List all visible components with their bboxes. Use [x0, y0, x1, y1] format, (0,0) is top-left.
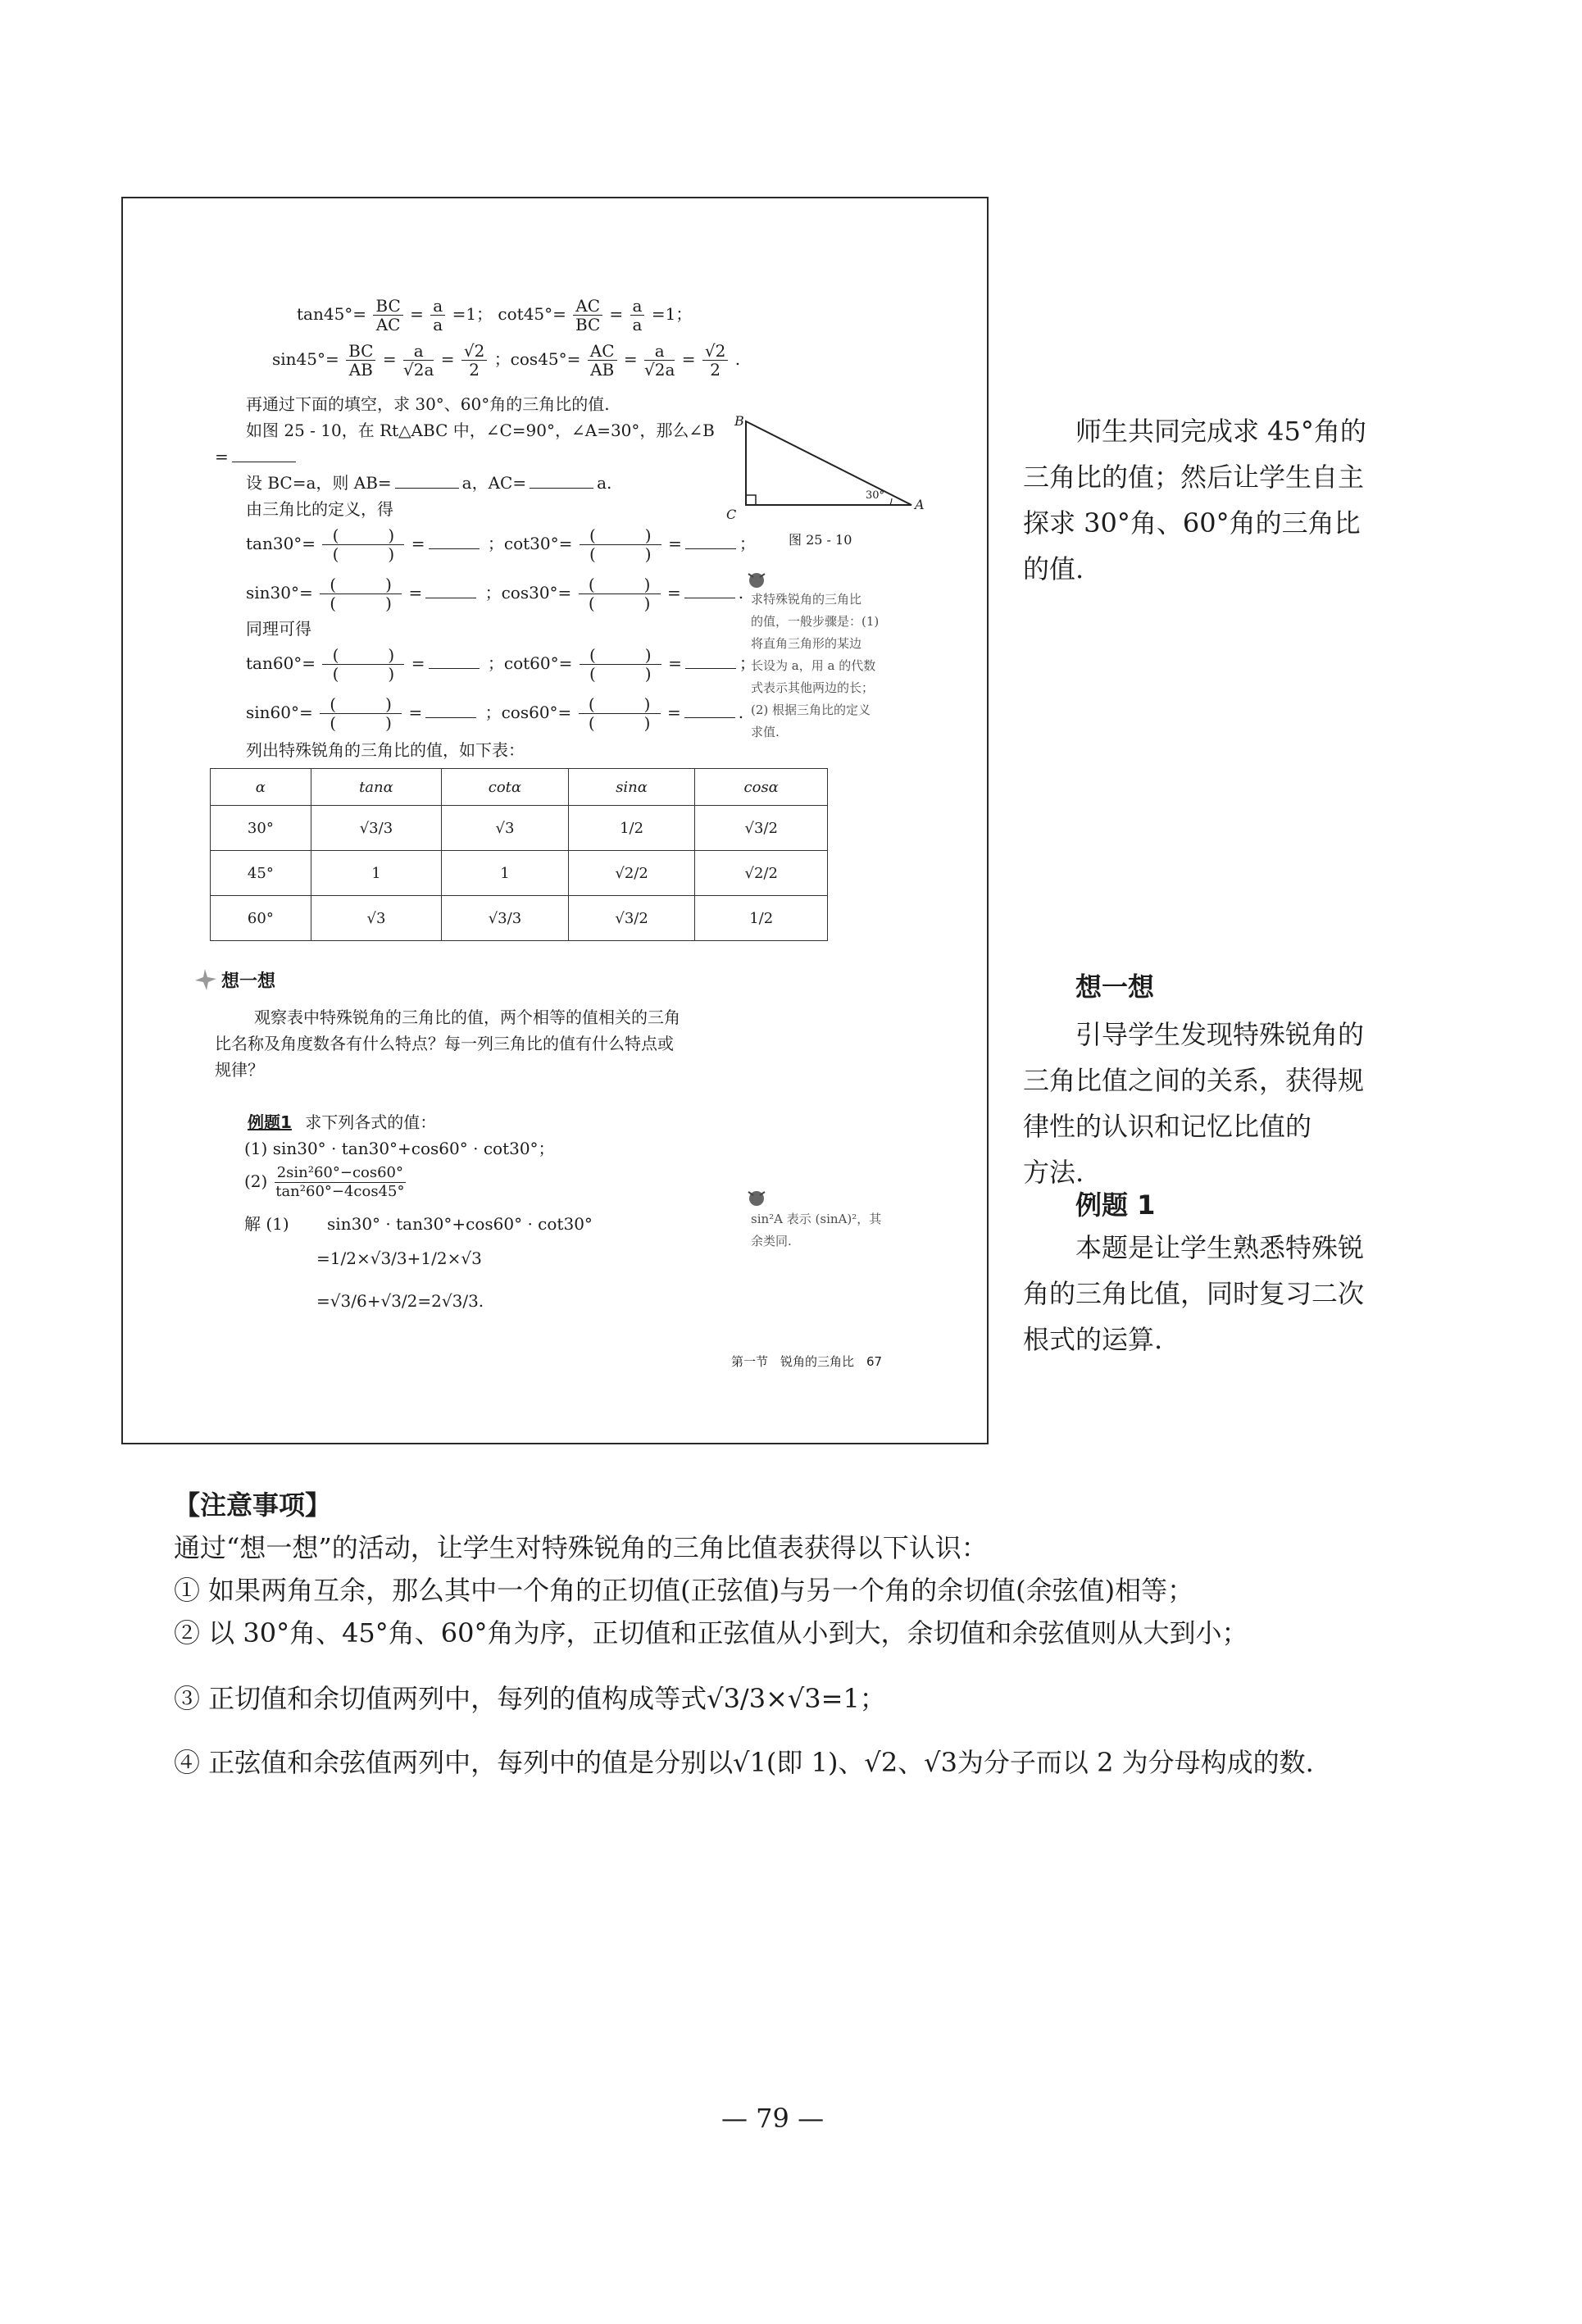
teacher-note-block-1: 师生共同完成求 45°角的 三角比的值；然后让学生自主 探求 30°角、60°角的三角比 的值.	[1023, 416, 1366, 584]
notes-intro: 通过“想一想”的活动，让学生对特殊锐角的三角比值表获得以下认识：	[174, 1532, 988, 1563]
table-header: cotα	[442, 769, 569, 806]
inner-page-footer: 第一节 锐角的三角比 67	[731, 1354, 883, 1369]
notes-item: ④ 正弦值和余弦值两列中，每列中的值是分别以√1(即 1)、√2、√3为分子而以 2 为分母构成的数.	[174, 1747, 1314, 1778]
table-cell: √3	[311, 896, 441, 941]
table-cell: 1	[311, 851, 441, 896]
table-cell: √2/2	[568, 851, 695, 896]
intro-line: 再通过下面的填空，求 30°、60°角的三角比的值.	[246, 394, 610, 414]
table-header: cosα	[695, 769, 828, 806]
margin-note-steps: 求特殊锐角的三角比 的值，一般步骤是：(1) 将直角三角形的某边 长设为 a，用 a 的代数 式表示其他两边的长； (2) 根据三角比的定义 求值.	[751, 592, 880, 739]
example-heading: 例题1 求下列各式的值：	[248, 1112, 437, 1132]
textbook-page-scan	[121, 197, 989, 1444]
think-text-line: 观察表中特殊锐角的三角比的值，两个相等的值相关的三角	[254, 1007, 680, 1027]
vertex-label-b: B	[734, 413, 744, 429]
table-cell: √3/2	[695, 806, 828, 851]
similarly-line: 同理可得	[246, 619, 311, 639]
set-variable-line: 设 BC=a，则 AB= a，AC= a.	[246, 473, 612, 493]
solution-line-1: 解 (1) sin30° · tan30°+cos60° · cot30°	[244, 1214, 593, 1234]
table-row	[211, 851, 828, 896]
vertex-label-c: C	[726, 507, 737, 522]
table-intro: 列出特殊锐角的三角比的值，如下表：	[246, 740, 525, 760]
notes-heading: 【注意事项】	[174, 1489, 332, 1521]
figure-reference-end: =	[215, 446, 299, 467]
think-text-line: 比名称及角度数各有什么特点？每一列三角比的值有什么特点或	[215, 1034, 674, 1053]
fill-tan30-cot30: tan30°= $\frac{( )}{( )}$ = ；cot30°= $\frac{( )}{( )}$ = ；	[246, 525, 756, 564]
teacher-note-block-2: 引导学生发现特殊锐角的 三角比值之间的关系，获得规 律性的认识和记忆比值的 方法.	[1023, 1019, 1365, 1188]
solution-line-2: =1/2×√3/3+1/2×√3	[316, 1248, 482, 1268]
table-header-row	[211, 769, 828, 806]
angle-label: 30°	[866, 489, 885, 502]
fill-sin30-cos30: sin30°= $\frac{( )}{( )}$ = ；cos30°= $\frac{( )}{( )}$ = .	[246, 575, 744, 613]
table-cell: 60°	[211, 896, 311, 941]
table-cell: √3/2	[568, 896, 695, 941]
table-row	[211, 896, 828, 941]
table-cell: 45°	[211, 851, 311, 896]
mascot-note-icon	[746, 569, 767, 590]
right-triangle-figure	[730, 413, 934, 520]
example-item-1: (1) sin30° · tan30°+cos60° · cot30°；	[244, 1139, 555, 1158]
example-item-2: (2) $\frac{\text{2sin²60°−cos60°}}{\text{tan²60°−4cos45°}}$	[244, 1164, 405, 1200]
table-header: tanα	[311, 769, 441, 806]
teacher-note-example-heading: 例题 1	[1075, 1189, 1156, 1221]
table-cell: √3	[442, 806, 569, 851]
table-cell: 1	[442, 851, 569, 896]
fill-tan60-cot60: tan60°= $\frac{( )}{( )}$ = ；cot60°= $\frac{( )}{( )}$ = ；	[246, 645, 756, 684]
figure-caption: 图 25 - 10	[789, 532, 852, 548]
formula-sin-cos-45: sin45°= $\frac{BC}{AB}$ = $\frac{a}{√2a}$ = $\frac{√2}{2}$ ；cos45°= $\frac{AC}{AB}$ = $\frac{a}{√2a}$ = $\frac{√2}{2}$ .	[272, 341, 741, 380]
table-cell: √2/2	[695, 851, 828, 896]
notes-item: ③ 正切值和余切值两列中，每列的值构成等式√3/3×√3=1；	[174, 1683, 886, 1714]
solution-line-3: =√3/6+√3/2=2√3/3.	[316, 1291, 484, 1311]
page-number: — 79 —	[721, 2103, 825, 2134]
table-header: α	[211, 769, 311, 806]
figure-reference-line: 如图 25 - 10，在 Rt△ABC 中，∠C=90°，∠A=30°，那么∠B	[246, 421, 715, 440]
special-angle-ratio-table	[210, 768, 828, 941]
fill-sin60-cos60: sin60°= $\frac{( )}{( )}$ = ；cos60°= $\frac{( )}{( )}$ = .	[246, 694, 744, 733]
table-row	[211, 806, 828, 851]
margin-note-sin-squared: sin²A 表示 (sinA)²，其 余类同.	[751, 1212, 882, 1248]
vertex-label-a: A	[915, 497, 925, 512]
think-title: 想一想	[221, 971, 276, 992]
notes-item: ① 如果两角互余，那么其中一个角的正切值(正弦值)与另一个角的余切值(余弦值)相等；	[174, 1575, 1194, 1606]
mascot-note-icon	[746, 1187, 767, 1208]
table-cell: 1/2	[695, 896, 828, 941]
table-cell: √3/3	[442, 896, 569, 941]
notes-item: ② 以 30°角、45°角、60°角为序，正切值和正弦值从小到大，余切值和余弦值则从大到小；	[174, 1617, 1248, 1649]
table-cell: √3/3	[311, 806, 441, 851]
teacher-note-block-3: 本题是让学生熟悉特殊锐 角的三角比值，同时复习二次 根式的运算.	[1023, 1232, 1365, 1355]
think-sparkle-icon	[192, 967, 220, 992]
think-text-line: 规律？	[215, 1060, 264, 1080]
table-header: sinα	[568, 769, 695, 806]
definition-line: 由三角比的定义，得	[246, 499, 393, 519]
table-cell: 30°	[211, 806, 311, 851]
teacher-note-think-heading: 想一想	[1075, 971, 1155, 1003]
table-cell: 1/2	[568, 806, 695, 851]
formula-tan-cot-45: tan45°= $\frac{BC}{AC}$ = $\frac{a}{a}$ =1； cot45°= $\frac{AC}{BC}$ = $\frac{a}{a}$ =1；	[297, 296, 693, 334]
